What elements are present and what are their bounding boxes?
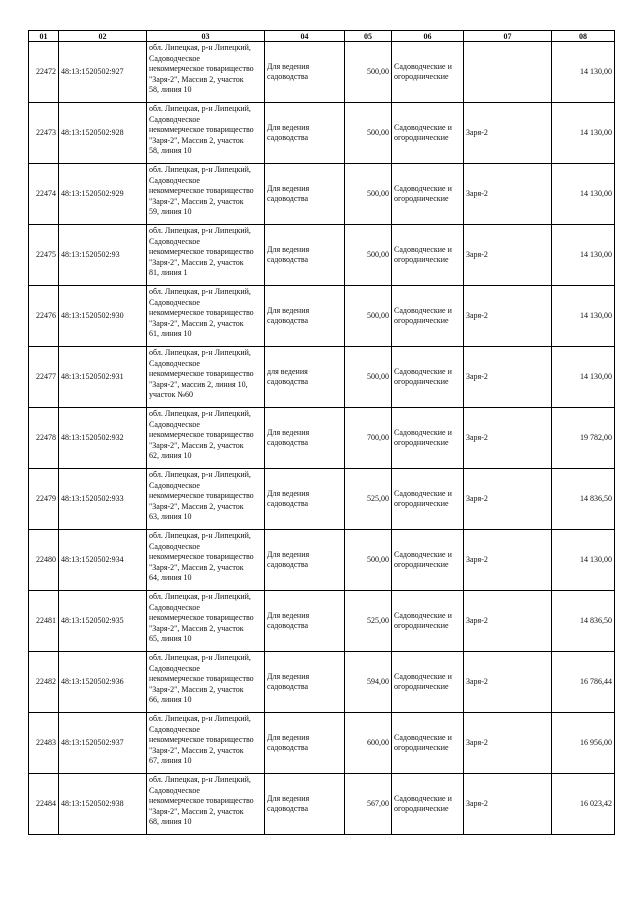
cell-land-category: Садоводческие и огороднические <box>392 286 464 347</box>
address-line: "Заря-2", Массив 2, участок <box>149 562 244 572</box>
address-line: Садоводческое <box>149 175 200 185</box>
address-line: 59, линия 10 <box>149 207 192 216</box>
table-row <box>29 225 615 286</box>
address-line: Садоводческое <box>149 480 200 490</box>
cell-address <box>147 42 265 103</box>
address-line: обл. Липецкая, р-н Липецкий, <box>149 165 251 174</box>
cell-address <box>147 652 265 713</box>
address-line: "Заря-2", Массив 2, участок <box>149 74 244 84</box>
address-line: обл. Липецкая, р-н Липецкий, <box>149 714 251 723</box>
cell-record-number: 22482 <box>29 652 59 713</box>
cell-cadastral-value: 14 836,50 <box>552 469 615 530</box>
address-line: 64, линия 10 <box>149 573 192 582</box>
address-line: Садоводческое <box>149 53 200 63</box>
address-line: некоммерческое товарищество <box>149 735 254 744</box>
column-header-01: 01 <box>29 31 59 42</box>
cell-land-category: Садоводческие и огороднические <box>392 408 464 469</box>
cell-record-number: 22472 <box>29 42 59 103</box>
address-line: Садоводческое <box>149 297 200 307</box>
cell-area: 500,00 <box>345 103 392 164</box>
cell-locality: Заря-2 <box>464 591 552 652</box>
cell-area: 594,00 <box>345 652 392 713</box>
cell-permitted-use: Для ведения садоводства <box>265 42 345 103</box>
cell-land-category: Садоводческие и огороднические <box>392 774 464 835</box>
address-line: некоммерческое товарищество <box>149 552 254 561</box>
cell-cadastral-number: 48:13:1520502:935 <box>59 591 147 652</box>
cell-permitted-use: Для ведения садоводства <box>265 530 345 591</box>
cell-locality: Заря-2 <box>464 225 552 286</box>
cell-area: 525,00 <box>345 469 392 530</box>
table-row <box>29 652 615 713</box>
address-line: участок №60 <box>149 390 194 399</box>
cell-locality <box>464 42 552 103</box>
cell-record-number: 22475 <box>29 225 59 286</box>
address-line: "Заря-2", Массив 2, участок <box>149 135 244 145</box>
cell-record-number: 22476 <box>29 286 59 347</box>
address-line: Садоводческое <box>149 114 200 124</box>
address-line: некоммерческое товарищество <box>149 64 254 73</box>
cell-cadastral-number: 48:13:1520502:931 <box>59 347 147 408</box>
cell-permitted-use: для ведения садоводства <box>265 347 345 408</box>
address-line: "Заря-2", Массив 2, участок <box>149 745 244 755</box>
address-line: 58, линия 10 <box>149 146 192 155</box>
address-line: Садоводческое <box>149 602 200 612</box>
cell-address <box>147 164 265 225</box>
cell-locality: Заря-2 <box>464 347 552 408</box>
cell-address <box>147 225 265 286</box>
cell-cadastral-number: 48:13:1520502:93 <box>59 225 147 286</box>
address-line: Садоводческое <box>149 541 200 551</box>
cell-cadastral-number: 48:13:1520502:937 <box>59 713 147 774</box>
cell-permitted-use: Для ведения садоводства <box>265 286 345 347</box>
address-line: 61, линия 10 <box>149 329 192 338</box>
address-line: некоммерческое товарищество <box>149 247 254 256</box>
cell-address <box>147 713 265 774</box>
table-row <box>29 774 615 835</box>
cell-cadastral-value: 16 023,42 <box>552 774 615 835</box>
register-sheet <box>28 30 615 835</box>
column-header-06: 06 <box>392 31 464 42</box>
cell-cadastral-number: 48:13:1520502:929 <box>59 164 147 225</box>
cell-locality: Заря-2 <box>464 530 552 591</box>
cell-permitted-use: Для ведения садоводства <box>265 652 345 713</box>
cell-cadastral-number: 48:13:1520502:938 <box>59 774 147 835</box>
cell-permitted-use: Для ведения садоводства <box>265 103 345 164</box>
cell-cadastral-number: 48:13:1520502:936 <box>59 652 147 713</box>
address-line: Садоводческое <box>149 724 200 734</box>
cell-land-category: Садоводческие и огороднические <box>392 652 464 713</box>
cell-cadastral-number: 48:13:1520502:934 <box>59 530 147 591</box>
table-row <box>29 42 615 103</box>
cell-area: 567,00 <box>345 774 392 835</box>
cell-cadastral-number: 48:13:1520502:932 <box>59 408 147 469</box>
cell-permitted-use: Для ведения садоводства <box>265 164 345 225</box>
cell-cadastral-value: 14 130,00 <box>552 42 615 103</box>
table-row <box>29 103 615 164</box>
cell-land-category: Садоводческие и огороднические <box>392 103 464 164</box>
address-line: 81, линия 1 <box>149 268 188 277</box>
address-line: 58, линия 10 <box>149 85 192 94</box>
cell-locality: Заря-2 <box>464 774 552 835</box>
address-line: "Заря-2", Массив 2, участок <box>149 196 244 206</box>
address-line: обл. Липецкая, р-н Липецкий, <box>149 470 251 479</box>
address-line: некоммерческое товарищество <box>149 369 254 378</box>
cell-cadastral-number: 48:13:1520502:927 <box>59 42 147 103</box>
address-line: "Заря-2", Массив 2, участок <box>149 623 244 633</box>
cell-cadastral-value: 14 130,00 <box>552 164 615 225</box>
cell-cadastral-value: 19 782,00 <box>552 408 615 469</box>
address-line: 67, линия 10 <box>149 756 192 765</box>
cell-land-category: Садоводческие и огороднические <box>392 713 464 774</box>
address-line: 66, линия 10 <box>149 695 192 704</box>
cell-area: 500,00 <box>345 42 392 103</box>
address-line: обл. Липецкая, р-н Липецкий, <box>149 226 251 235</box>
address-line: 68, линия 10 <box>149 817 192 826</box>
address-line: Садоводческое <box>149 419 200 429</box>
cell-locality: Заря-2 <box>464 408 552 469</box>
cell-locality: Заря-2 <box>464 469 552 530</box>
address-line: некоммерческое товарищество <box>149 430 254 439</box>
address-line: обл. Липецкая, р-н Липецкий, <box>149 592 251 601</box>
address-line: 63, линия 10 <box>149 512 192 521</box>
table-row <box>29 713 615 774</box>
address-line: "Заря-2", Массив 2, участок <box>149 318 244 328</box>
table-header-row <box>29 31 615 42</box>
cell-land-category: Садоводческие и огороднические <box>392 42 464 103</box>
address-line: некоммерческое товарищество <box>149 186 254 195</box>
cell-area: 500,00 <box>345 286 392 347</box>
cell-record-number: 22480 <box>29 530 59 591</box>
cell-permitted-use: Для ведения садоводства <box>265 591 345 652</box>
address-line: "Заря-2", Массив 2, участок <box>149 501 244 511</box>
address-line: обл. Липецкая, р-н Липецкий, <box>149 409 251 418</box>
cell-permitted-use: Для ведения садоводства <box>265 774 345 835</box>
cell-area: 500,00 <box>345 225 392 286</box>
address-line: некоммерческое товарищество <box>149 125 254 134</box>
cell-locality: Заря-2 <box>464 164 552 225</box>
cell-locality: Заря-2 <box>464 652 552 713</box>
column-header-07: 07 <box>464 31 552 42</box>
address-line: Садоводческое <box>149 358 200 368</box>
cell-address <box>147 408 265 469</box>
address-line: обл. Липецкая, р-н Липецкий, <box>149 531 251 540</box>
table-row <box>29 408 615 469</box>
table-row <box>29 591 615 652</box>
address-line: "Заря-2", массив 2, линия 10, <box>149 379 248 389</box>
address-line: 62, линия 10 <box>149 451 192 460</box>
cell-land-category: Садоводческие и огороднические <box>392 164 464 225</box>
cell-record-number: 22478 <box>29 408 59 469</box>
cell-cadastral-value: 14 130,00 <box>552 103 615 164</box>
column-header-08: 08 <box>552 31 615 42</box>
cell-address <box>147 286 265 347</box>
cell-address <box>147 530 265 591</box>
cell-permitted-use: Для ведения садоводства <box>265 225 345 286</box>
cell-record-number: 22483 <box>29 713 59 774</box>
cell-area: 525,00 <box>345 591 392 652</box>
cell-cadastral-value: 14 130,00 <box>552 225 615 286</box>
address-line: Садоводческое <box>149 236 200 246</box>
cell-cadastral-value: 14 130,00 <box>552 286 615 347</box>
address-line: обл. Липецкая, р-н Липецкий, <box>149 287 251 296</box>
cell-record-number: 22484 <box>29 774 59 835</box>
address-line: Садоводческое <box>149 785 200 795</box>
cell-record-number: 22481 <box>29 591 59 652</box>
cell-area: 700,00 <box>345 408 392 469</box>
table-row <box>29 286 615 347</box>
cell-permitted-use: Для ведения садоводства <box>265 408 345 469</box>
cell-area: 600,00 <box>345 713 392 774</box>
cell-land-category: Садоводческие и огороднические <box>392 469 464 530</box>
cell-area: 500,00 <box>345 347 392 408</box>
cell-land-category: Садоводческие и огороднические <box>392 225 464 286</box>
cell-cadastral-value: 16 786,44 <box>552 652 615 713</box>
cell-record-number: 22473 <box>29 103 59 164</box>
address-line: 65, линия 10 <box>149 634 192 643</box>
cell-cadastral-value: 14 836,50 <box>552 591 615 652</box>
land-plots-table <box>28 30 615 835</box>
cell-address <box>147 591 265 652</box>
address-line: "Заря-2", Массив 2, участок <box>149 440 244 450</box>
address-line: обл. Липецкая, р-н Липецкий, <box>149 43 251 52</box>
table-row <box>29 347 615 408</box>
cell-locality: Заря-2 <box>464 103 552 164</box>
cell-cadastral-number: 48:13:1520502:930 <box>59 286 147 347</box>
cell-address <box>147 469 265 530</box>
address-line: обл. Липецкая, р-н Липецкий, <box>149 653 251 662</box>
cell-land-category: Садоводческие и огороднические <box>392 591 464 652</box>
table-row <box>29 530 615 591</box>
cell-record-number: 22477 <box>29 347 59 408</box>
cell-cadastral-value: 16 956,00 <box>552 713 615 774</box>
address-line: некоммерческое товарищество <box>149 674 254 683</box>
cell-cadastral-number: 48:13:1520502:933 <box>59 469 147 530</box>
address-line: Садоводческое <box>149 663 200 673</box>
cell-area: 500,00 <box>345 530 392 591</box>
cell-address <box>147 103 265 164</box>
cell-cadastral-number: 48:13:1520502:928 <box>59 103 147 164</box>
cell-locality: Заря-2 <box>464 713 552 774</box>
address-line: обл. Липецкая, р-н Липецкий, <box>149 775 251 784</box>
address-line: "Заря-2", Массив 2, участок <box>149 806 244 816</box>
table-row <box>29 164 615 225</box>
cell-permitted-use: Для ведения садоводства <box>265 469 345 530</box>
cell-area: 500,00 <box>345 164 392 225</box>
column-header-04: 04 <box>265 31 345 42</box>
address-line: некоммерческое товарищество <box>149 796 254 805</box>
cell-permitted-use: Для ведения садоводства <box>265 713 345 774</box>
cell-address <box>147 774 265 835</box>
column-header-02: 02 <box>59 31 147 42</box>
address-line: "Заря-2", Массив 2, участок <box>149 257 244 267</box>
column-header-03: 03 <box>147 31 265 42</box>
address-line: обл. Липецкая, р-н Липецкий, <box>149 104 251 113</box>
cell-cadastral-value: 14 130,00 <box>552 530 615 591</box>
address-line: обл. Липецкая, р-н Липецкий, <box>149 348 251 357</box>
cell-record-number: 22479 <box>29 469 59 530</box>
address-line: некоммерческое товарищество <box>149 613 254 622</box>
column-header-05: 05 <box>345 31 392 42</box>
address-line: некоммерческое товарищество <box>149 491 254 500</box>
cell-record-number: 22474 <box>29 164 59 225</box>
cell-address <box>147 347 265 408</box>
table-row <box>29 469 615 530</box>
cell-land-category: Садоводческие и огороднические <box>392 347 464 408</box>
address-line: "Заря-2", Массив 2, участок <box>149 684 244 694</box>
address-line: некоммерческое товарищество <box>149 308 254 317</box>
cell-land-category: Садоводческие и огороднические <box>392 530 464 591</box>
cell-locality: Заря-2 <box>464 286 552 347</box>
cell-cadastral-value: 14 130,00 <box>552 347 615 408</box>
